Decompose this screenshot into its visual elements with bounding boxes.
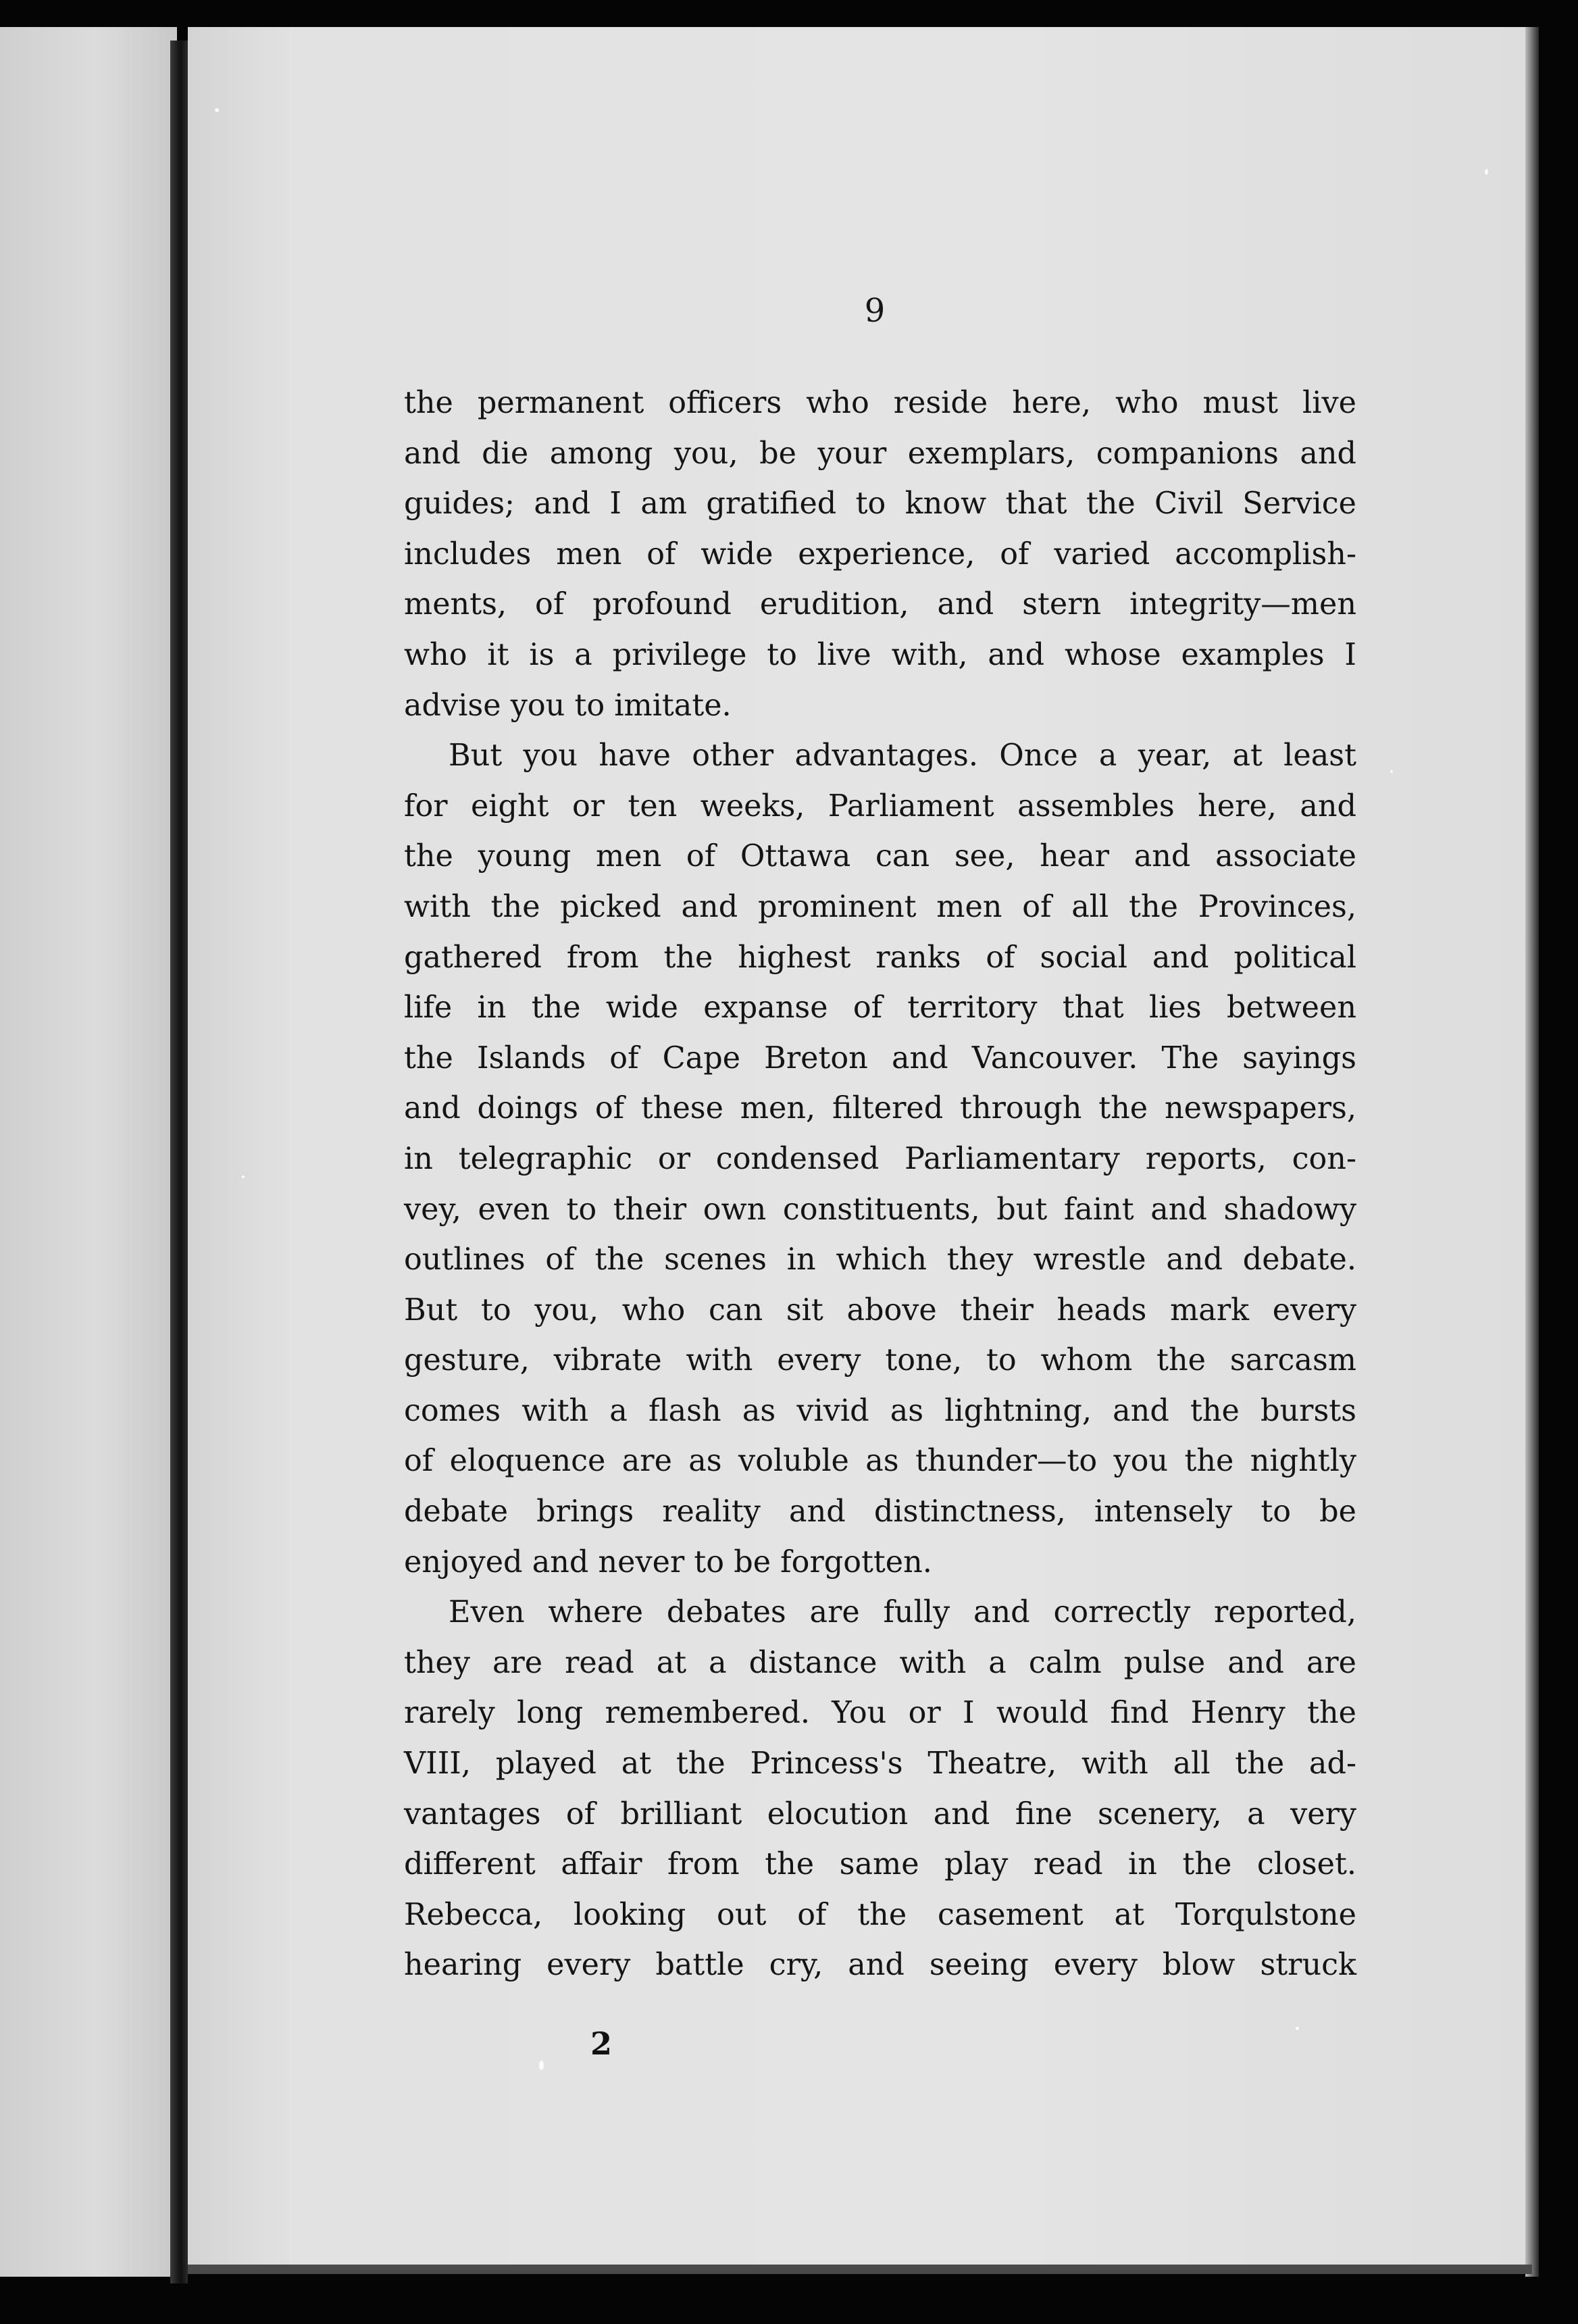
dust-speck: [539, 2061, 544, 2070]
text-line: advise you to imitate.: [404, 688, 732, 723]
text-line: different affair from the same play read in the closet.: [404, 1847, 1356, 1882]
text-line: for eight or ten weeks, Parliament assembles here, and: [404, 788, 1356, 824]
paragraph: [404, 378, 1356, 731]
text-line: the young men of Ottawa can see, hear and associate: [404, 839, 1356, 874]
text-line: with the picked and prominent men of all the Provinces,: [404, 889, 1356, 924]
text-line: But you have other advantages. Once a year, at least: [449, 738, 1356, 774]
text-line: But to you, who can sit above their heads mark every: [404, 1292, 1356, 1328]
text-line: enjoyed and never to be forgotten.: [404, 1544, 932, 1580]
text-line: in telegraphic or condensed Parliamentary reports, con-: [404, 1141, 1356, 1176]
signature-mark: 2: [590, 2025, 613, 2062]
text-line: the Islands of Cape Breton and Vancouver. The sayings: [404, 1040, 1356, 1076]
dust-speck: [1485, 169, 1488, 175]
text-line: debate brings reality and distinctness, intensely to be: [404, 1494, 1356, 1530]
text-line: ments, of profound erudition, and stern integrity—men: [404, 587, 1356, 622]
text-line: Even where debates are fully and correctly reported,: [449, 1595, 1356, 1630]
text-line: they are read at a distance with a calm pulse and are: [404, 1645, 1356, 1680]
text-line: includes men of wide experience, of varied accomplish-: [404, 536, 1356, 572]
text-line: rarely long remembered. You or I would find Henry the: [404, 1696, 1356, 1731]
text-line: Rebecca, looking out of the casement at Torqulstone: [404, 1897, 1356, 1932]
text-line: and doings of these men, filtered through the newspapers,: [404, 1091, 1356, 1126]
paragraph: [404, 1588, 1356, 1991]
text-line: gathered from the highest ranks of social and political: [404, 940, 1356, 975]
text-line: who it is a privilege to live with, and whose examples I: [404, 637, 1356, 672]
text-line: of eloquence are as voluble as thunder—to you the nightly: [404, 1444, 1356, 1479]
text-line: gesture, vibrate with every tone, to whom the sarcasm: [404, 1343, 1356, 1378]
text-line: vantages of brilliant elocution and fine scenery, a very: [404, 1796, 1356, 1832]
text-line: outlines of the scenes in which they wrestle and debate.: [404, 1242, 1356, 1278]
dust-speck: [242, 1176, 245, 1178]
dust-speck: [1296, 2027, 1299, 2030]
text-line: VIII, played at the Princess's Theatre, with all the ad-: [404, 1746, 1356, 1782]
dust-speck: [215, 108, 219, 112]
right-page-edge: [1525, 27, 1539, 2277]
text-line: vey, even to their own constituents, but faint and shadowy: [404, 1192, 1356, 1227]
body-text: [404, 378, 1356, 1991]
book-binding: [170, 41, 188, 2283]
dust-speck: [1390, 770, 1393, 773]
bottom-page-edge: [188, 2265, 1532, 2274]
text-line: hearing every battle cry, and seeing every blow struck: [404, 1948, 1356, 1983]
text-line: and die among you, be your exemplars, companions and: [404, 436, 1356, 471]
text-line: the permanent officers who reside here, who must live: [404, 386, 1356, 420]
text-line: life in the wide expanse of territory that lies between: [404, 990, 1356, 1026]
page-number: 9: [864, 292, 886, 330]
text-line: comes with a flash as vivid as lightning, and the bursts: [404, 1393, 1356, 1428]
left-page-edge: [0, 27, 177, 2277]
text-line: guides; and I am gratified to know that the Civil Service: [404, 486, 1356, 522]
paragraph: [404, 731, 1356, 1588]
